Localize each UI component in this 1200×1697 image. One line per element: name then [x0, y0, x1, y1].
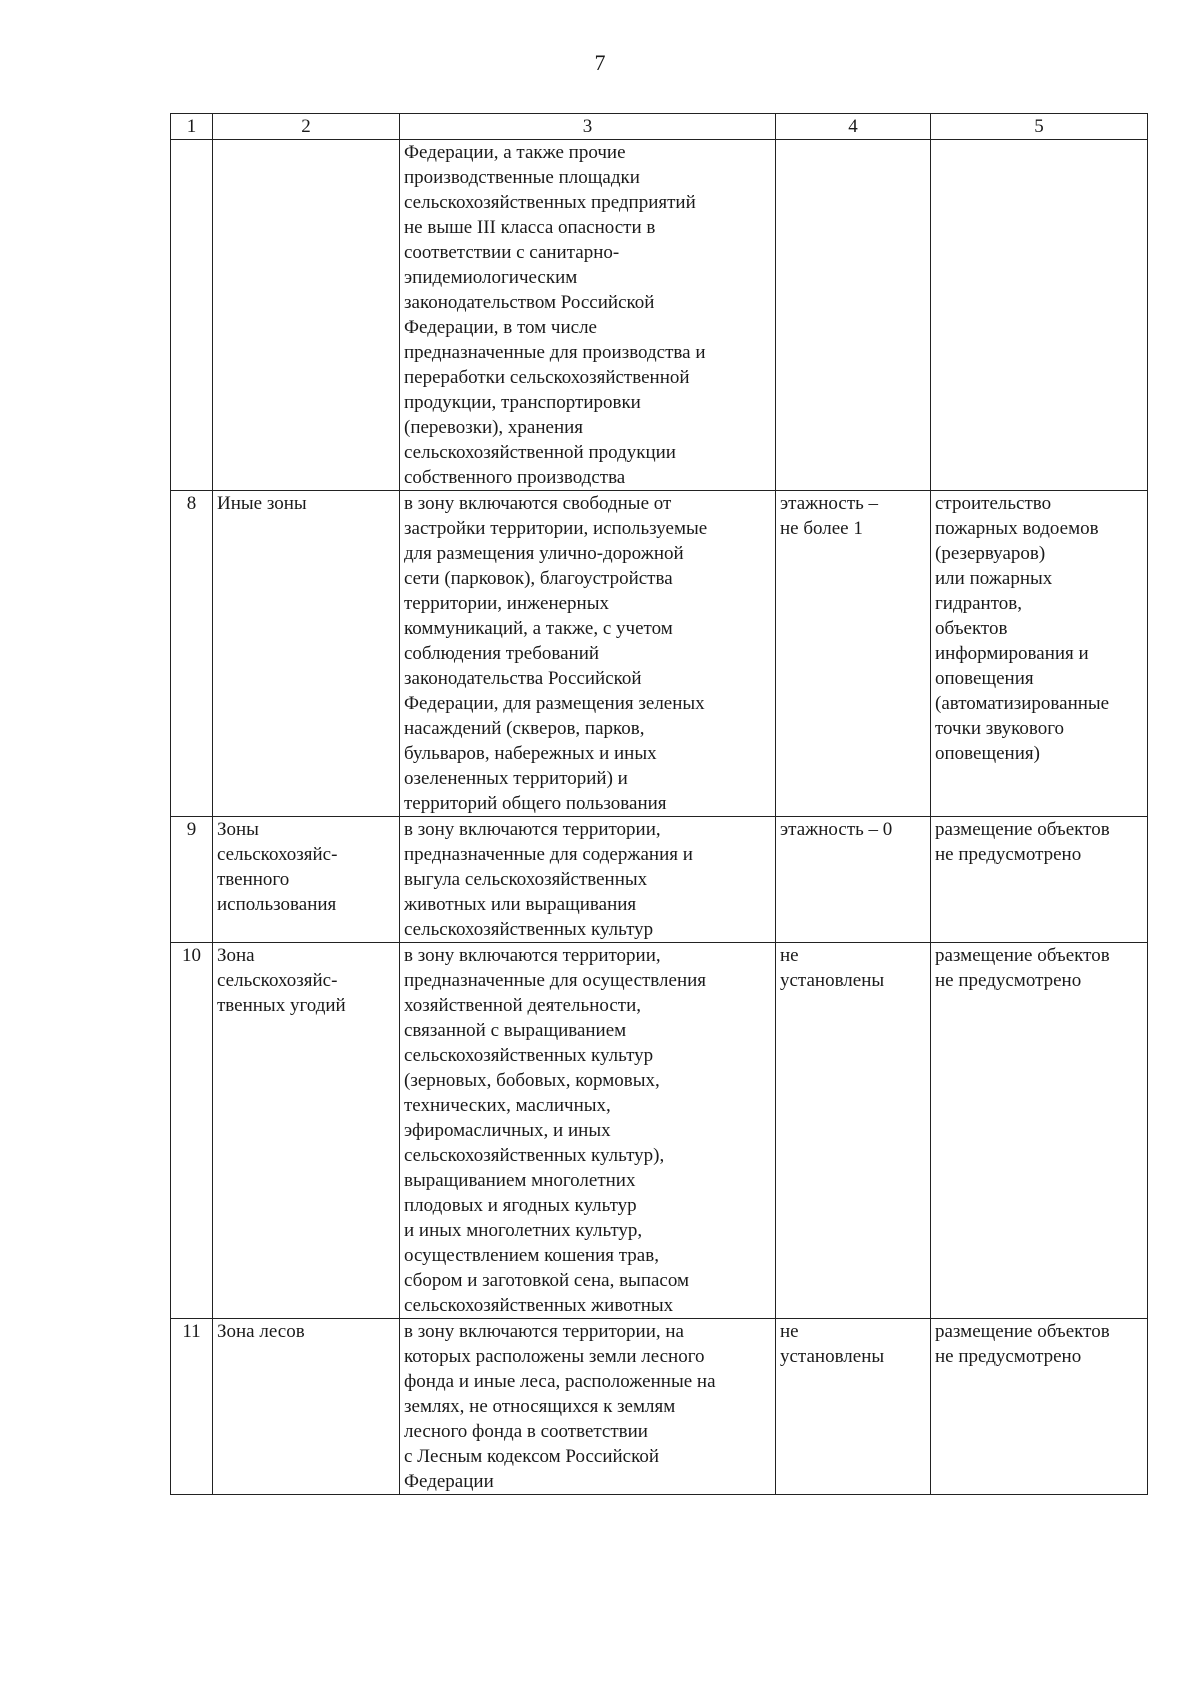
restrictions-cell — [931, 491, 1148, 817]
text-line: осуществлением кошения трав, — [404, 1245, 659, 1266]
text-line: сельскохозяйственной продукции — [404, 442, 676, 463]
text-line: (перевозки), хранения — [404, 417, 584, 438]
floors-cell — [776, 491, 931, 817]
text-line: строительство — [935, 493, 1052, 514]
text-line: не предусмотрено — [935, 1346, 1082, 1367]
text-line: в зону включаются территории, — [404, 819, 661, 840]
table-row — [171, 1319, 1148, 1495]
text-line: предназначенные для содержания и — [404, 844, 693, 865]
restrictions-cell — [931, 140, 1148, 491]
text-line: оповещения — [935, 668, 1034, 689]
text-line: Зона — [217, 945, 255, 966]
header-row — [171, 114, 1148, 140]
text-line: насаждений (скверов, парков, — [404, 718, 645, 739]
text-line: хозяйственной деятельности, — [404, 995, 641, 1016]
row-number-cell: 10 — [171, 943, 213, 1319]
floors-cell — [776, 140, 931, 491]
text-line: и иных многолетних культур, — [404, 1220, 643, 1241]
text-line: соблюдения требований — [404, 643, 600, 664]
text-line: размещение объектов — [935, 1321, 1110, 1342]
text-line: сельскохозяйственных животных — [404, 1295, 674, 1316]
text-line: Федерации, для размещения зеленых — [404, 693, 705, 714]
text-line: не — [780, 945, 799, 966]
text-line: объектов — [935, 618, 1008, 639]
text-line: животных или выращивания — [404, 894, 637, 915]
text-line: коммуникаций, а также, с учетом — [404, 618, 673, 639]
table-row — [171, 817, 1148, 943]
text-line: гидрантов, — [935, 593, 1023, 614]
text-line: выращиванием многолетних — [404, 1170, 636, 1191]
text-line: предназначенные для осуществления — [404, 970, 707, 991]
zones-table — [170, 113, 1148, 1495]
text-line: предназначенные для производства и — [404, 342, 706, 363]
text-line: использования — [217, 894, 337, 915]
text-line: не более 1 — [780, 518, 863, 539]
row-number-cell: 8 — [171, 491, 213, 817]
text-line: размещение объектов — [935, 819, 1110, 840]
restrictions-cell — [931, 817, 1148, 943]
zone-description-cell — [400, 817, 776, 943]
restrictions-cell — [931, 943, 1148, 1319]
text-line: пожарных водоемов — [935, 518, 1099, 539]
text-line: не предусмотрено — [935, 970, 1082, 991]
text-line: связанной с выращиванием — [404, 1020, 627, 1041]
text-line: территорий общего пользования — [404, 793, 667, 814]
text-line: Федерации, а также прочие — [404, 142, 626, 163]
text-line: твенных угодий — [217, 995, 346, 1016]
zone-description-cell — [400, 943, 776, 1319]
text-line: лесного фонда в соответствии — [404, 1421, 648, 1442]
restrictions-cell — [931, 1319, 1148, 1495]
table-body — [171, 140, 1148, 1495]
text-line: которых расположены земли лесного — [404, 1346, 705, 1367]
text-line: продукции, транспортировки — [404, 392, 641, 413]
zone-name-cell — [213, 140, 400, 491]
text-line: плодовых и ягодных культур — [404, 1195, 637, 1216]
zone-description-cell — [400, 140, 776, 491]
text-line: эфиромасличных, и иных — [404, 1120, 611, 1141]
text-line: Зоны — [217, 819, 259, 840]
text-line: сельскохозяйс- — [217, 970, 338, 991]
text-line: сбором и заготовкой сена, выпасом — [404, 1270, 690, 1291]
zone-name-cell — [213, 1319, 400, 1495]
text-line: установлены — [780, 1346, 885, 1367]
text-line: сельскохозяйственных культур — [404, 1045, 654, 1066]
text-line: Иные зоны — [217, 493, 307, 514]
text-line: Федерации, в том числе — [404, 317, 597, 338]
text-line: в зону включаются территории, на — [404, 1321, 684, 1342]
zone-description-cell — [400, 491, 776, 817]
text-line: собственного производства — [404, 467, 626, 488]
row-number-cell: 11 — [171, 1319, 213, 1495]
text-line: технических, масличных, — [404, 1095, 611, 1116]
zone-description-cell — [400, 1319, 776, 1495]
text-line: не — [780, 1321, 799, 1342]
floors-cell — [776, 943, 931, 1319]
text-line: сельскохозяйс- — [217, 844, 338, 865]
text-line: законодательства Российской — [404, 668, 642, 689]
header-cell-5: 5 — [931, 114, 1148, 140]
text-line: размещение объектов — [935, 945, 1110, 966]
text-line: сельскохозяйственных культур), — [404, 1145, 665, 1166]
text-line: землях, не относящихся к землям — [404, 1396, 676, 1417]
floors-cell — [776, 1319, 931, 1495]
text-line: информирования и — [935, 643, 1089, 664]
row-number-cell: 9 — [171, 817, 213, 943]
text-line: твенного — [217, 869, 290, 890]
text-line: эпидемиологическим — [404, 267, 578, 288]
header-cell-3: 3 — [400, 114, 776, 140]
header-cell-4: 4 — [776, 114, 931, 140]
header-cell-2: 2 — [213, 114, 400, 140]
header-cell-1: 1 — [171, 114, 213, 140]
text-line: соответствии с санитарно- — [404, 242, 620, 263]
zone-name-cell — [213, 943, 400, 1319]
table-row — [171, 140, 1148, 491]
text-line: сельскохозяйственных предприятий — [404, 192, 696, 213]
text-line: установлены — [780, 970, 885, 991]
zone-name-cell — [213, 491, 400, 817]
text-line: точки звукового — [935, 718, 1065, 739]
text-line: для размещения улично-дорожной — [404, 543, 684, 564]
text-line: этажность – — [780, 493, 879, 514]
text-line: Зона лесов — [217, 1321, 305, 1342]
text-line: в зону включаются свободные от — [404, 493, 672, 514]
text-line: (зерновых, бобовых, кормовых, — [404, 1070, 660, 1091]
text-line: застройки территории, используемые — [404, 518, 708, 539]
text-line: с Лесным кодексом Российской — [404, 1446, 660, 1467]
zone-name-cell — [213, 817, 400, 943]
text-line: оповещения) — [935, 743, 1040, 764]
row-number-cell — [171, 140, 213, 491]
text-line: производственные площадки — [404, 167, 640, 188]
text-line: Федерации — [404, 1471, 494, 1492]
text-line: озелененных территорий) и — [404, 768, 628, 789]
text-line: в зону включаются территории, — [404, 945, 661, 966]
text-line: бульваров, набережных и иных — [404, 743, 657, 764]
table-row — [171, 491, 1148, 817]
text-line: переработки сельскохозяйственной — [404, 367, 690, 388]
floors-cell — [776, 817, 931, 943]
text-line: сети (парковок), благоустройства — [404, 568, 673, 589]
text-line: законодательством Российской — [404, 292, 655, 313]
page-number: 7 — [594, 50, 606, 75]
text-line: не выше III класса опасности в — [404, 217, 656, 238]
text-line: территории, инженерных — [404, 593, 609, 614]
text-line: фонда и иные леса, расположенные на — [404, 1371, 716, 1392]
text-line: или пожарных — [935, 568, 1053, 589]
text-line: (резервуаров) — [935, 543, 1046, 564]
text-line: не предусмотрено — [935, 844, 1082, 865]
text-line: сельскохозяйственных культур — [404, 919, 654, 940]
text-line: этажность – 0 — [780, 819, 893, 840]
text-line: (автоматизированные — [935, 693, 1110, 714]
table-row — [171, 943, 1148, 1319]
text-line: выгула сельскохозяйственных — [404, 869, 648, 890]
